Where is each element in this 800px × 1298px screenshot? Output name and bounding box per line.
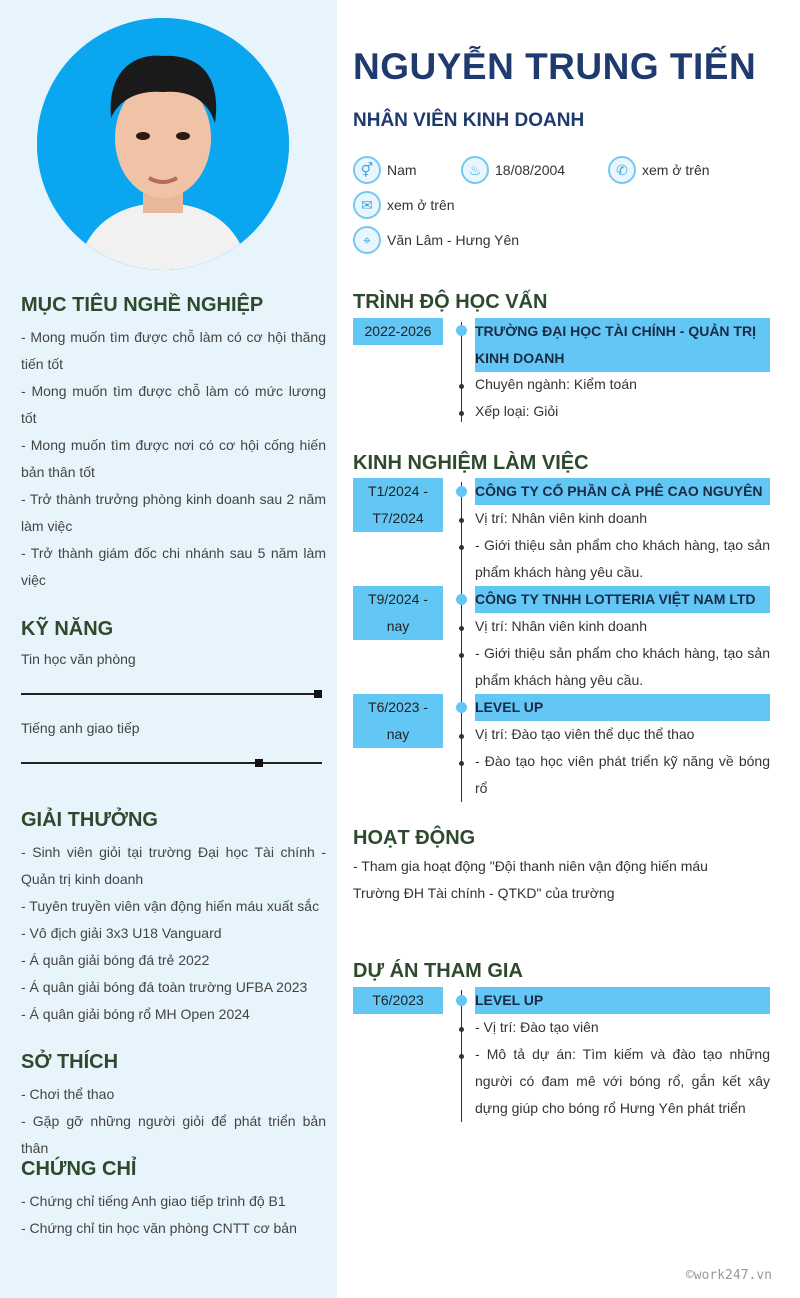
project-name: LEVEL UP [475, 987, 770, 1014]
job-company: LEVEL UP [475, 694, 770, 721]
projects-title: DỰ ÁN THAM GIA [353, 960, 523, 982]
skill-bar [21, 762, 322, 764]
job-date [353, 478, 443, 532]
list-item: - Chơi thể thao [21, 1086, 115, 1102]
location-pin-icon: ⌖ [353, 226, 381, 254]
job-date-end: T7/2024 [372, 510, 424, 526]
project-date: T6/2023 [353, 987, 443, 1014]
awards-list [21, 839, 326, 1028]
list-item: - Á quân giải bóng đá toàn trường UFBA 2023 [21, 979, 308, 995]
job-date [353, 694, 443, 748]
skill-label: Tiếng anh giao tiếp [21, 720, 140, 736]
job-description: - Giới thiệu sản phẩm cho khách hàng, tạo sản phẩm khách hàng yêu cầu. [475, 537, 770, 580]
skill-label: Tin học văn phòng [21, 651, 136, 667]
full-name: NGUYỄN TRUNG TIẾN [353, 46, 757, 87]
main-content [337, 0, 800, 1298]
project-description: - Mô tả dự án: Tìm kiếm và đào tạo những người có đam mê với bóng rổ, gắn kết xây dựng giúp cho bóng rổ Hưng Yên phát triển [475, 1046, 770, 1116]
timeline-bullet [459, 734, 464, 739]
education-title: TRÌNH ĐỘ HỌC VẤN [353, 291, 548, 313]
timeline-bullet [459, 518, 464, 523]
timeline-bullet [459, 1027, 464, 1032]
skills-section [21, 616, 326, 642]
job-position: Vị trí: Đào tạo viên thể dục thể thao [475, 726, 695, 742]
list-item: - Chứng chỉ tin học văn phòng CNTT cơ bản [21, 1220, 297, 1236]
info-dob [461, 156, 565, 184]
watermark: ©work247.vn [685, 1268, 772, 1283]
sidebar [0, 0, 337, 1298]
job-company: CÔNG TY CỔ PHẦN CÀ PHÊ CAO NGUYÊN [475, 478, 770, 505]
awards-section [21, 807, 326, 1028]
job-date [353, 586, 443, 640]
experience-title: KINH NGHIỆM LÀM VIỆC [353, 452, 589, 474]
job-description: - Đào tạo học viên phát triển kỹ năng về bóng rổ [475, 753, 770, 796]
hobbies-section [21, 1049, 326, 1162]
timeline-dot [456, 486, 467, 497]
timeline-bullet [459, 653, 464, 658]
email-icon: ✉ [353, 191, 381, 219]
list-item: - Mong muốn tìm được nơi có cơ hội cống hiến bản thân tốt [21, 437, 326, 480]
gender-icon: ⚥ [353, 156, 381, 184]
phone-icon: ✆ [608, 156, 636, 184]
avatar-photo [37, 18, 289, 270]
awards-title: GIẢI THƯỞNG [21, 809, 158, 831]
skill-level-marker [255, 759, 263, 767]
list-item: - Vô địch giải 3x3 U18 Vanguard [21, 925, 222, 941]
objective-list [21, 324, 326, 594]
birthday-cake-icon: ♨ [461, 156, 489, 184]
info-address [353, 226, 519, 254]
timeline-dot [456, 995, 467, 1006]
list-item: - Sinh viên giỏi tại trường Đại học Tài chính - Quản trị kinh doanh [21, 844, 326, 887]
timeline-bullet [459, 411, 464, 416]
timeline-bullet [459, 384, 464, 389]
list-item: - Mong muốn tìm được chỗ làm có mức lương tốt [21, 383, 326, 426]
list-item: - Chứng chỉ tiếng Anh giao tiếp trình độ B1 [21, 1193, 286, 1209]
avatar [37, 18, 289, 270]
certificates-section [21, 1156, 326, 1242]
job-date-start: T6/2023 - [368, 699, 428, 715]
timeline-dot [456, 702, 467, 713]
gender-value: Nam [387, 162, 417, 178]
list-item: - Mong muốn tìm được chỗ làm có cơ hội thăng tiến tốt [21, 329, 326, 372]
education-date: 2022-2026 [353, 318, 443, 345]
timeline-bullet [459, 761, 464, 766]
certificates-title: CHỨNG CHỈ [21, 1158, 137, 1180]
job-date-start: T1/2024 - [368, 483, 428, 499]
list-item: - Gặp gỡ những người giỏi để phát triển bản thân [21, 1113, 326, 1156]
info-gender [353, 156, 417, 184]
email-value: xem ở trên [387, 197, 455, 213]
job-position: Vị trí: Nhân viên kinh doanh [475, 618, 647, 634]
timeline-line [461, 322, 462, 422]
list-item: - Á quân giải bóng đá trẻ 2022 [21, 952, 210, 968]
skill-bar [21, 693, 322, 695]
job-description: - Giới thiệu sản phẩm cho khách hàng, tạo sản phẩm khách hàng yêu cầu. [475, 645, 770, 688]
education-major: Chuyên ngành: Kiểm toán [475, 376, 637, 392]
list-item: - Trở thành trưởng phòng kinh doanh sau 2 năm làm việc [21, 491, 326, 534]
address-value: Văn Lâm - Hưng Yên [387, 232, 520, 248]
hobbies-title: SỞ THÍCH [21, 1051, 119, 1073]
list-item: - Á quân giải bóng rổ MH Open 2024 [21, 1006, 250, 1022]
certificates-list [21, 1188, 326, 1242]
job-date-end: nay [386, 618, 410, 634]
job-title: NHÂN VIÊN KINH DOANH [353, 110, 585, 131]
list-item: - Tuyên truyền viên vận động hiến máu xuất sắc [21, 898, 320, 914]
job-position: Vị trí: Nhân viên kinh doanh [475, 510, 647, 526]
education-school: TRƯỜNG ĐẠI HỌC TÀI CHÍNH - QUẢN TRỊ KINH DOANH [475, 318, 770, 372]
activities-title: HOẠT ĐỘNG [353, 827, 476, 849]
hobbies-list [21, 1081, 326, 1162]
phone-value: xem ở trên [642, 162, 710, 178]
list-item: - Trở thành giám đốc chi nhánh sau 5 năm làm việc [21, 545, 326, 588]
job-date-start: T9/2024 - [368, 591, 428, 607]
info-phone [608, 156, 710, 184]
project-position: - Vị trí: Đào tạo viên [475, 1019, 599, 1035]
timeline-bullet [459, 1054, 464, 1059]
objective-title: MỤC TIÊU NGHỀ NGHIỆP [21, 294, 264, 316]
job-company: CÔNG TY TNHH LOTTERIA VIỆT NAM LTD [475, 586, 770, 613]
timeline-bullet [459, 626, 464, 631]
dob-value: 18/08/2004 [495, 162, 566, 178]
objective-section [21, 292, 326, 594]
activities-text: - Tham gia hoạt động "Đội thanh niên vận động hiến máu Trường ĐH Tài chính - QTKD" của trường [353, 858, 708, 901]
education-grade: Xếp loại: Giỏi [475, 403, 559, 419]
job-date-end: nay [386, 726, 410, 742]
timeline-dot [456, 325, 467, 336]
timeline-dot [456, 594, 467, 605]
timeline-line [461, 482, 462, 802]
timeline-bullet [459, 545, 464, 550]
info-email [353, 191, 455, 219]
skills-title: KỸ NĂNG [21, 618, 114, 640]
skill-level-marker [314, 690, 322, 698]
